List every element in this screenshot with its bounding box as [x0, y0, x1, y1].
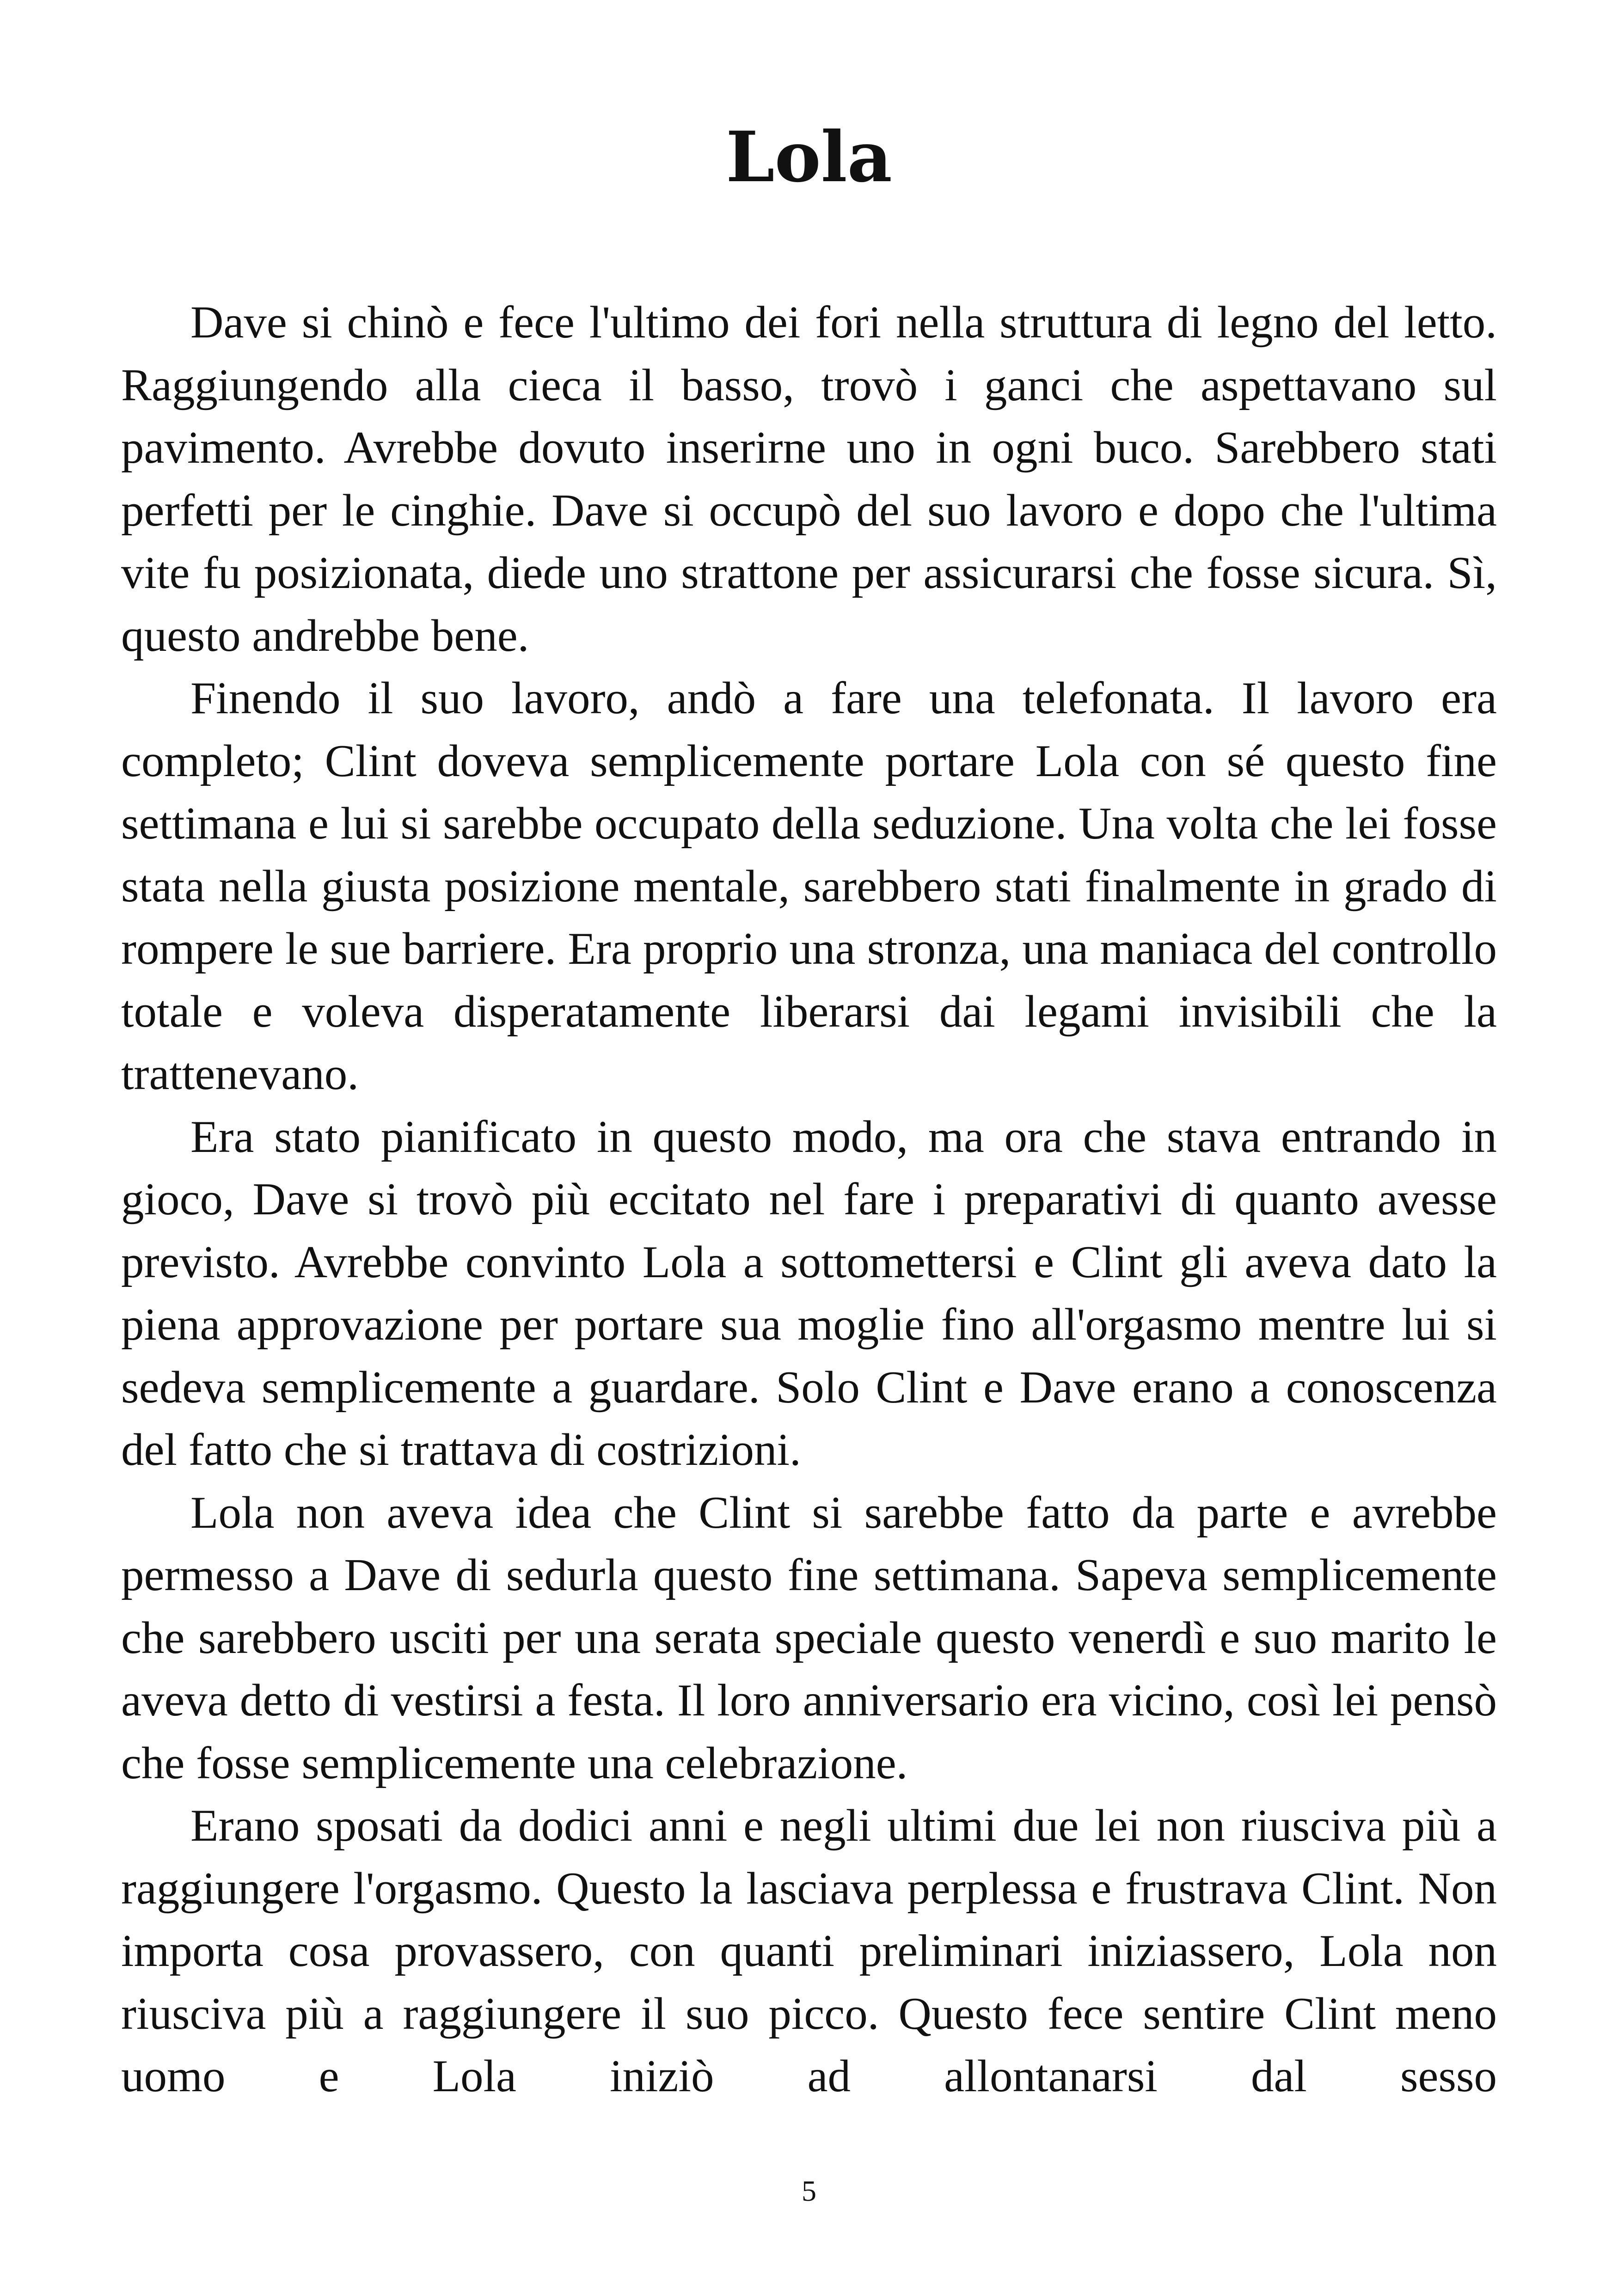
- paragraph-1: Dave si chinò e fece l'ultimo dei fori nella struttura di legno del letto. Raggiungendo alla cieca il basso, trovò i ganci che aspettavano sul pavimento. Avrebbe dovuto inserirne uno in ogni buco. Sarebbero stati perfetti per le cinghie. Dave si occupò del suo lavoro e dopo che l'ultima vite fu posizionata, diede uno strattone per assicurarsi che fosse sicura. Sì, questo andrebbe bene.: [121, 297, 1497, 661]
- paragraph-5: Erano sposati da dodici anni e negli ultimi due lei non riusciva più a raggiungere l'orgasmo. Questo la lasciava perplessa e frustrava Clint. Non importa cosa provassero, con quanti preliminari iniziassero, Lola non riusciva più a raggiungere il suo picco. Questo fece sentire Clint meno uomo e Lola iniziò ad allontanarsi dal sesso: [121, 1800, 1497, 2101]
- chapter-title: Lola: [726, 116, 892, 198]
- paragraph-2: Finendo il suo lavoro, andò a fare una telefonata. Il lavoro era completo; Clint doveva semplicemente portare Lola con sé questo fine settimana e lui si sarebbe occupato della seduzione. Una volta che lei fosse stata nella giusta posizione mentale, sarebbero stati finalmente in grado di rompere le sue barriere. Era proprio una stronza, una maniaca del controllo totale e voleva disperatamente liberarsi dai legami invisibili che la trattenevano.: [121, 673, 1497, 1099]
- chapter-body: [121, 291, 1497, 2108]
- page-number: 5: [802, 2174, 816, 2207]
- paragraph-3: Era stato pianificato in questo modo, ma ora che stava entrando in gioco, Dave si trovò più eccitato nel fare i preparativi di quanto avesse previsto. Avrebbe convinto Lola a sottomettersi e Clint gli aveva dato la piena approvazione per portare sua moglie fino all'orgasmo mentre lui si sedeva semplicemente a guardare. Solo Clint e Dave erano a conoscenza del fatto che si trattava di costrizioni.: [121, 1111, 1497, 1475]
- paragraph-4: Lola non aveva idea che Clint si sarebbe fatto da parte e avrebbe permesso a Dave di sedurla questo fine settimana. Sapeva semplicemente che sarebbero usciti per una serata speciale questo venerdì e suo marito le aveva detto di vestirsi a festa. Il loro anniversario era vicino, così lei pensò che fosse semplicemente una celebrazione.: [121, 1487, 1497, 1788]
